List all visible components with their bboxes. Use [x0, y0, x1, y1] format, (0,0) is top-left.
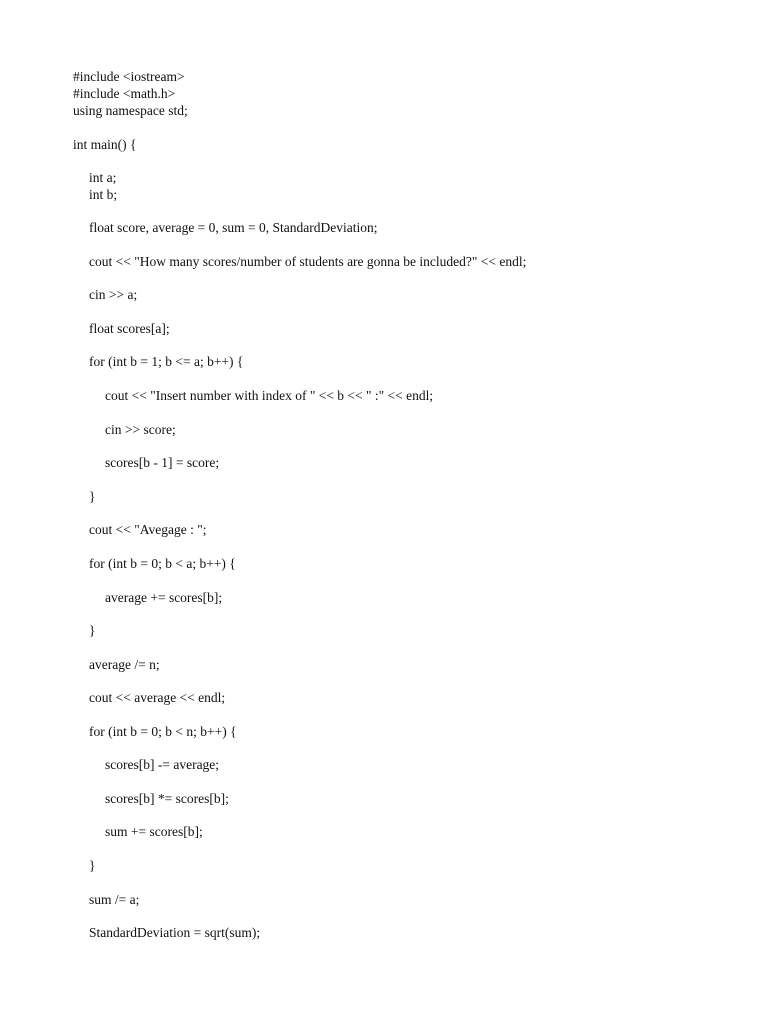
code-line: int main() { — [73, 137, 137, 152]
code-line: } — [89, 489, 96, 504]
code-line: int a; — [89, 170, 117, 185]
code-line: int b; — [89, 187, 118, 202]
code-line: for (int b = 0; b < a; b++) { — [89, 556, 236, 571]
code-line: sum += scores[b]; — [105, 824, 203, 839]
code-line: scores[b] *= scores[b]; — [105, 791, 229, 806]
code-line: cout << "Insert number with index of " << b << " :" << endl; — [105, 388, 434, 403]
code-line: scores[b - 1] = score; — [105, 455, 220, 470]
code-line: #include <math.h> — [73, 86, 176, 101]
code-line: average /= n; — [89, 657, 160, 672]
code-line: for (int b = 0; b < n; b++) { — [89, 724, 237, 739]
code-line: cin >> a; — [89, 287, 138, 302]
code-line: float score, average = 0, sum = 0, StandardDeviation; — [89, 220, 378, 235]
code-line: float scores[a]; — [89, 321, 170, 336]
code-line: cout << "Avegage : "; — [89, 522, 207, 537]
code-line: for (int b = 1; b <= a; b++) { — [89, 354, 244, 369]
code-line: using namespace std; — [73, 103, 188, 118]
code-line: sum /= a; — [89, 892, 140, 907]
code-line: cin >> score; — [105, 422, 176, 437]
code-line: scores[b] -= average; — [105, 757, 220, 772]
code-line: #include <iostream> — [73, 69, 185, 84]
code-line: StandardDeviation = sqrt(sum); — [89, 925, 261, 940]
code-line: average += scores[b]; — [105, 590, 223, 605]
code-line: cout << average << endl; — [89, 690, 226, 705]
code-line: cout << "How many scores/number of students are gonna be included?" << endl; — [89, 254, 527, 269]
code-line: } — [89, 623, 96, 638]
code-line: } — [89, 858, 96, 873]
